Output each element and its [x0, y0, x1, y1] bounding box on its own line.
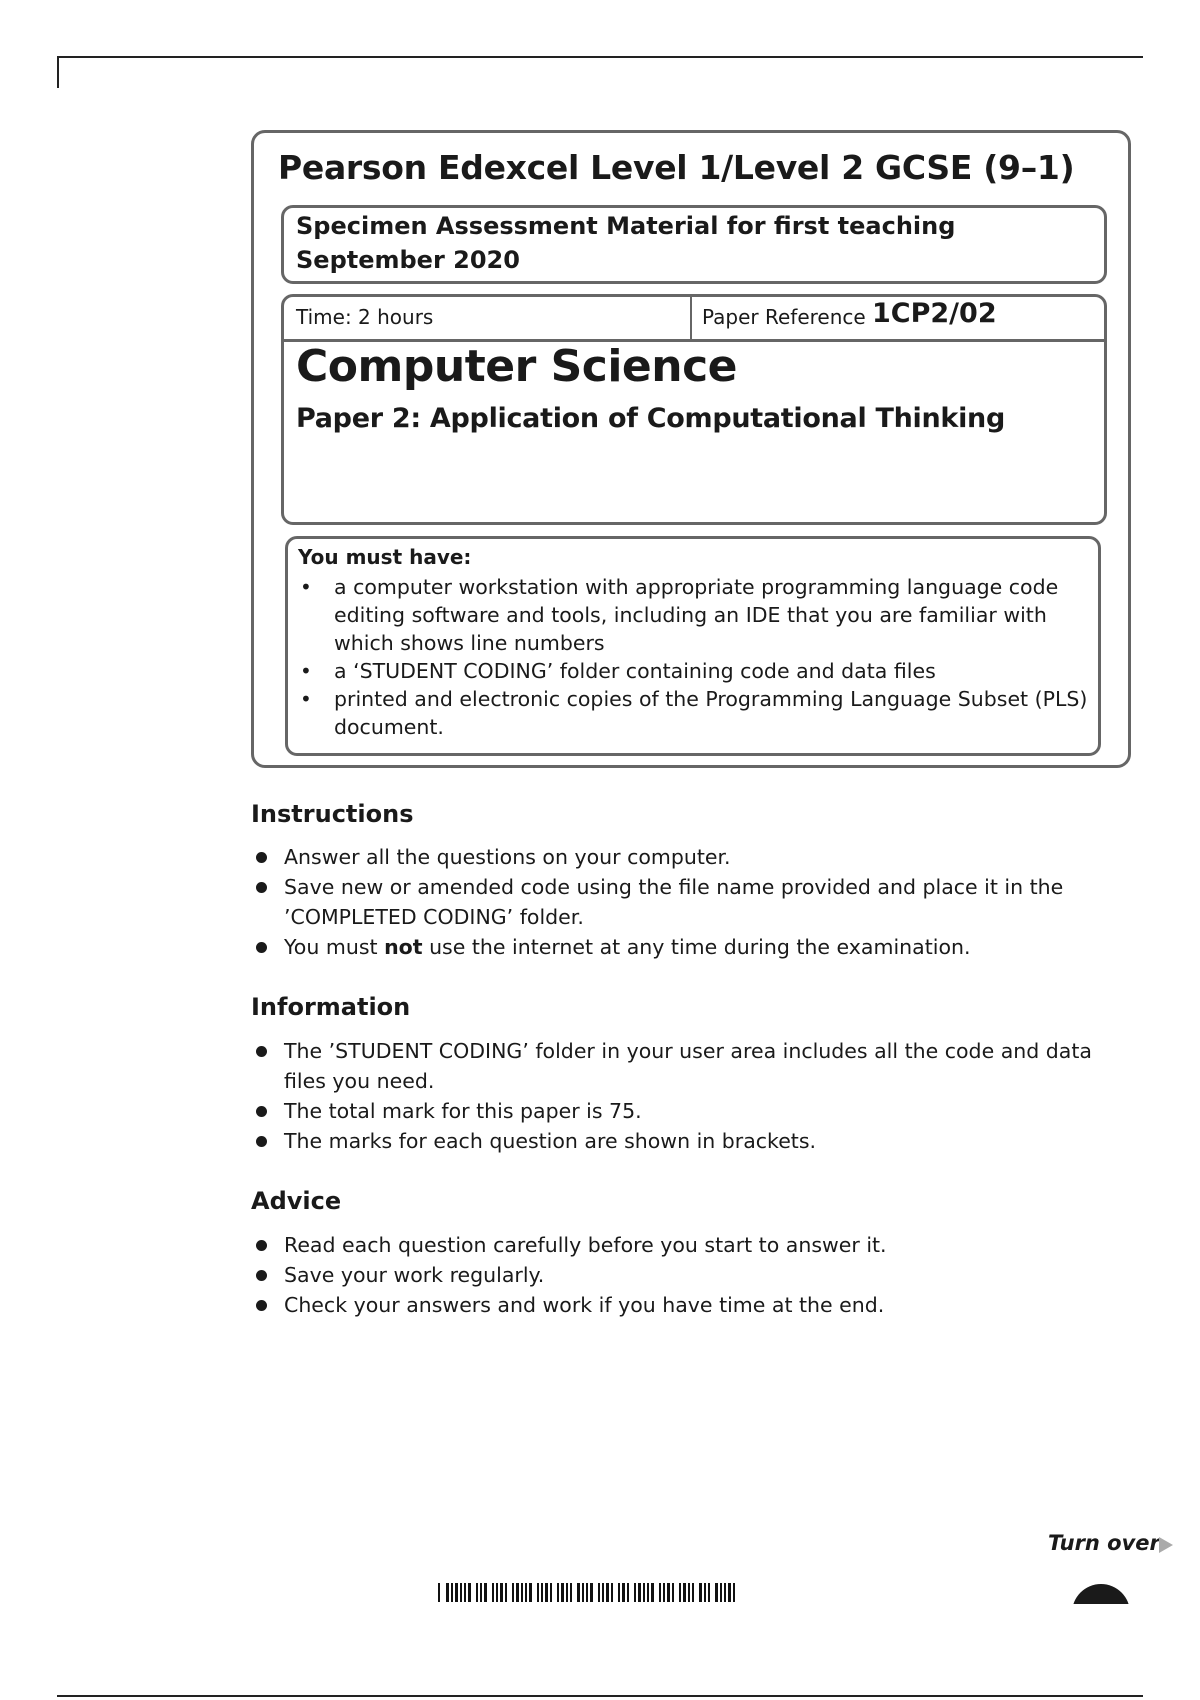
barcode-icon: [438, 1583, 735, 1602]
list-item: [298, 657, 1098, 685]
list-item: [253, 872, 1093, 932]
specimen-text: Specimen Assessment Material for first teaching September 2020: [296, 212, 956, 274]
bullet-icon: [256, 942, 267, 953]
bullet-icon: [256, 1106, 267, 1117]
list-item: [298, 573, 1098, 657]
corner-mark-mask: [1060, 1604, 1144, 1664]
must-have-item-text: a ‘STUDENT CODING’ folder containing code and data files: [334, 659, 936, 683]
instructions-heading: Instructions: [251, 800, 414, 828]
subject-title: Computer Science: [296, 341, 738, 392]
bullet-icon: •: [300, 575, 312, 599]
advice-text: Save your work regularly.: [284, 1263, 545, 1287]
advice-text: Check your answers and work if you have time at the end.: [284, 1293, 885, 1317]
list-item: [253, 1290, 1093, 1320]
bullet-icon: [256, 852, 267, 863]
list-item: [253, 932, 1093, 962]
information-text: The marks for each question are shown in brackets.: [284, 1129, 817, 1153]
paper-reference-label: Paper Reference: [702, 305, 866, 329]
bullet-icon: [256, 1270, 267, 1281]
turn-over-label: Turn over: [1048, 1531, 1160, 1555]
instructions-list: [253, 842, 1093, 962]
instruction-text-pre: You must: [284, 935, 385, 959]
information-list: [253, 1036, 1093, 1156]
list-item: [253, 1230, 1093, 1260]
instruction-text: Save new or amended code using the file name provided and place it in the ’COMPLETED CODING’ folder.: [284, 875, 1064, 929]
turn-over-arrow-icon: [1159, 1537, 1173, 1553]
list-item: [253, 842, 1093, 872]
time-reference-divider: [690, 296, 692, 340]
bullet-icon: •: [300, 659, 312, 683]
information-text: The ’STUDENT CODING’ folder in your user area includes all the code and data files you need.: [284, 1039, 1092, 1093]
bullet-icon: [256, 1240, 267, 1251]
list-item: [298, 685, 1098, 741]
must-have-item-text: printed and electronic copies of the Programming Language Subset (PLS) document.: [334, 687, 1088, 739]
page-top-rule: [57, 56, 1143, 58]
information-heading: Information: [251, 993, 411, 1021]
advice-text: Read each question carefully before you start to answer it.: [284, 1233, 887, 1257]
instruction-text: Answer all the questions on your computer.: [284, 845, 731, 869]
list-item: [253, 1260, 1093, 1290]
exam-time: Time: 2 hours: [296, 305, 434, 329]
list-item: [253, 1096, 1093, 1126]
list-item: [253, 1036, 1093, 1096]
paper-reference-code: 1CP2/02: [872, 298, 997, 329]
instruction-text-post: use the internet at any time during the examination.: [422, 935, 971, 959]
list-item: [253, 1126, 1093, 1156]
bullet-icon: [256, 1136, 267, 1147]
must-have-heading: You must have:: [298, 545, 472, 569]
bullet-icon: [256, 882, 267, 893]
must-have-list: [298, 573, 1098, 741]
bullet-icon: [256, 1046, 267, 1057]
qualification-title: Pearson Edexcel Level 1/Level 2 GCSE (9–1): [278, 148, 1075, 187]
bullet-icon: •: [300, 687, 312, 711]
bullet-icon: [256, 1300, 267, 1311]
advice-list: [253, 1230, 1093, 1320]
page-corner-mark: [57, 56, 59, 88]
advice-heading: Advice: [251, 1187, 342, 1215]
information-text: The total mark for this paper is 75.: [284, 1099, 642, 1123]
instruction-emphasis: not: [384, 935, 423, 959]
page-bottom-rule: [57, 1695, 1143, 1697]
must-have-item-text: a computer workstation with appropriate programming language code editing software and tools, including an IDE that you are familiar with which shows line numbers: [334, 575, 1059, 655]
paper-title: Paper 2: Application of Computational Thinking: [296, 403, 1005, 434]
